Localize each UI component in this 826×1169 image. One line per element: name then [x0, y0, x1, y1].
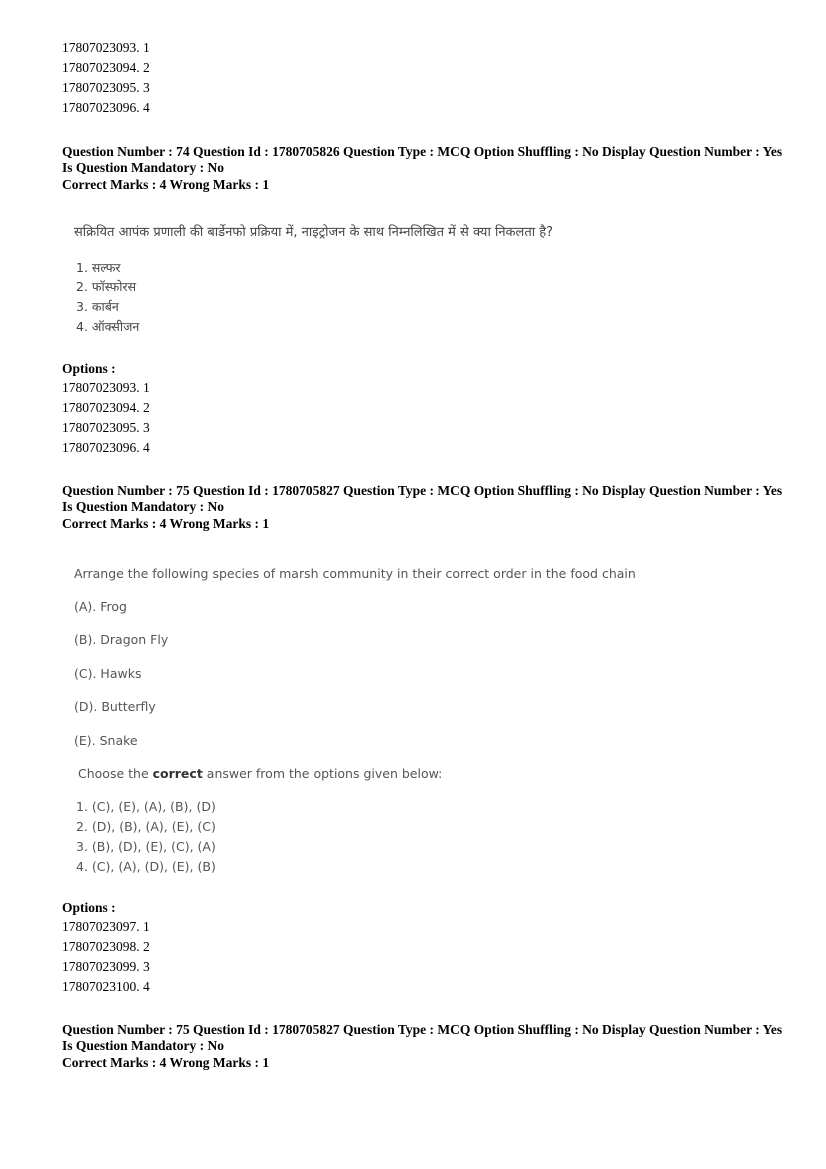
- answer-choice: 2. (D), (B), (A), (E), (C): [76, 819, 216, 834]
- answer-choice: 3. (B), (D), (E), (C), (A): [76, 839, 216, 854]
- answer-choice: 4. ऑक्सीजन: [76, 319, 140, 334]
- instruction-pre: Choose the: [78, 766, 153, 781]
- question-header: Question Number : 75 Question Id : 1780705827 Question Type : MCQ Option Shuffling : No Display Question Number : Yes: [62, 1022, 783, 1037]
- instruction-bold: correct: [152, 766, 203, 781]
- answer-choice: 4. (C), (A), (D), (E), (B): [76, 859, 216, 874]
- question-mandatory: Is Question Mandatory : No: [62, 1038, 225, 1053]
- options-label: Options :: [62, 361, 116, 376]
- question-marks: Correct Marks : 4 Wrong Marks : 1: [62, 1055, 270, 1070]
- option-line: 17807023095. 3: [62, 80, 150, 95]
- answer-choice: 1. (C), (E), (A), (B), (D): [76, 799, 216, 814]
- question-mandatory: Is Question Mandatory : No: [62, 499, 225, 514]
- option-line: 17807023094. 2: [62, 60, 150, 75]
- option-line: 17807023093. 1: [62, 380, 150, 395]
- answer-choice: 1. सल्फर: [76, 260, 121, 275]
- option-line: 17807023098. 2: [62, 939, 150, 954]
- option-line: 17807023093. 1: [62, 40, 150, 55]
- question-text: सक्रियित आपंक प्रणाली की बार्डेनफो प्रक्रिया में, नाइट्रोजन के साथ निम्नलिखित में से क्या निकलता है?: [74, 225, 554, 240]
- question-header: Question Number : 75 Question Id : 1780705827 Question Type : MCQ Option Shuffling : No Display Question Number : Yes: [62, 483, 783, 498]
- species-item: (C). Hawks: [74, 666, 142, 681]
- question-text: Arrange the following species of marsh community in their correct order in the food chain: [74, 566, 636, 581]
- option-line: 17807023097. 1: [62, 919, 150, 934]
- instruction-post: answer from the options given below:: [202, 766, 443, 781]
- options-label: Options :: [62, 900, 116, 915]
- instruction-text: [78, 766, 442, 782]
- option-line: 17807023099. 3: [62, 959, 150, 974]
- question-marks: Correct Marks : 4 Wrong Marks : 1: [62, 177, 270, 192]
- option-line: 17807023096. 4: [62, 440, 150, 455]
- question-marks: Correct Marks : 4 Wrong Marks : 1: [62, 516, 270, 531]
- species-item: (A). Frog: [74, 599, 127, 614]
- option-line: 17807023096. 4: [62, 100, 150, 115]
- species-item: (B). Dragon Fly: [74, 632, 169, 647]
- question-header: Question Number : 74 Question Id : 1780705826 Question Type : MCQ Option Shuffling : No Display Question Number : Yes: [62, 144, 783, 159]
- answer-choice: 2. फॉस्फोरस: [76, 279, 137, 294]
- answer-choice: 3. कार्बन: [76, 299, 119, 314]
- option-line: 17807023094. 2: [62, 400, 150, 415]
- option-line: 17807023100. 4: [62, 979, 150, 994]
- species-item: (D). Butterfly: [74, 699, 156, 714]
- species-item: (E). Snake: [74, 733, 138, 748]
- question-mandatory: Is Question Mandatory : No: [62, 160, 225, 175]
- option-line: 17807023095. 3: [62, 420, 150, 435]
